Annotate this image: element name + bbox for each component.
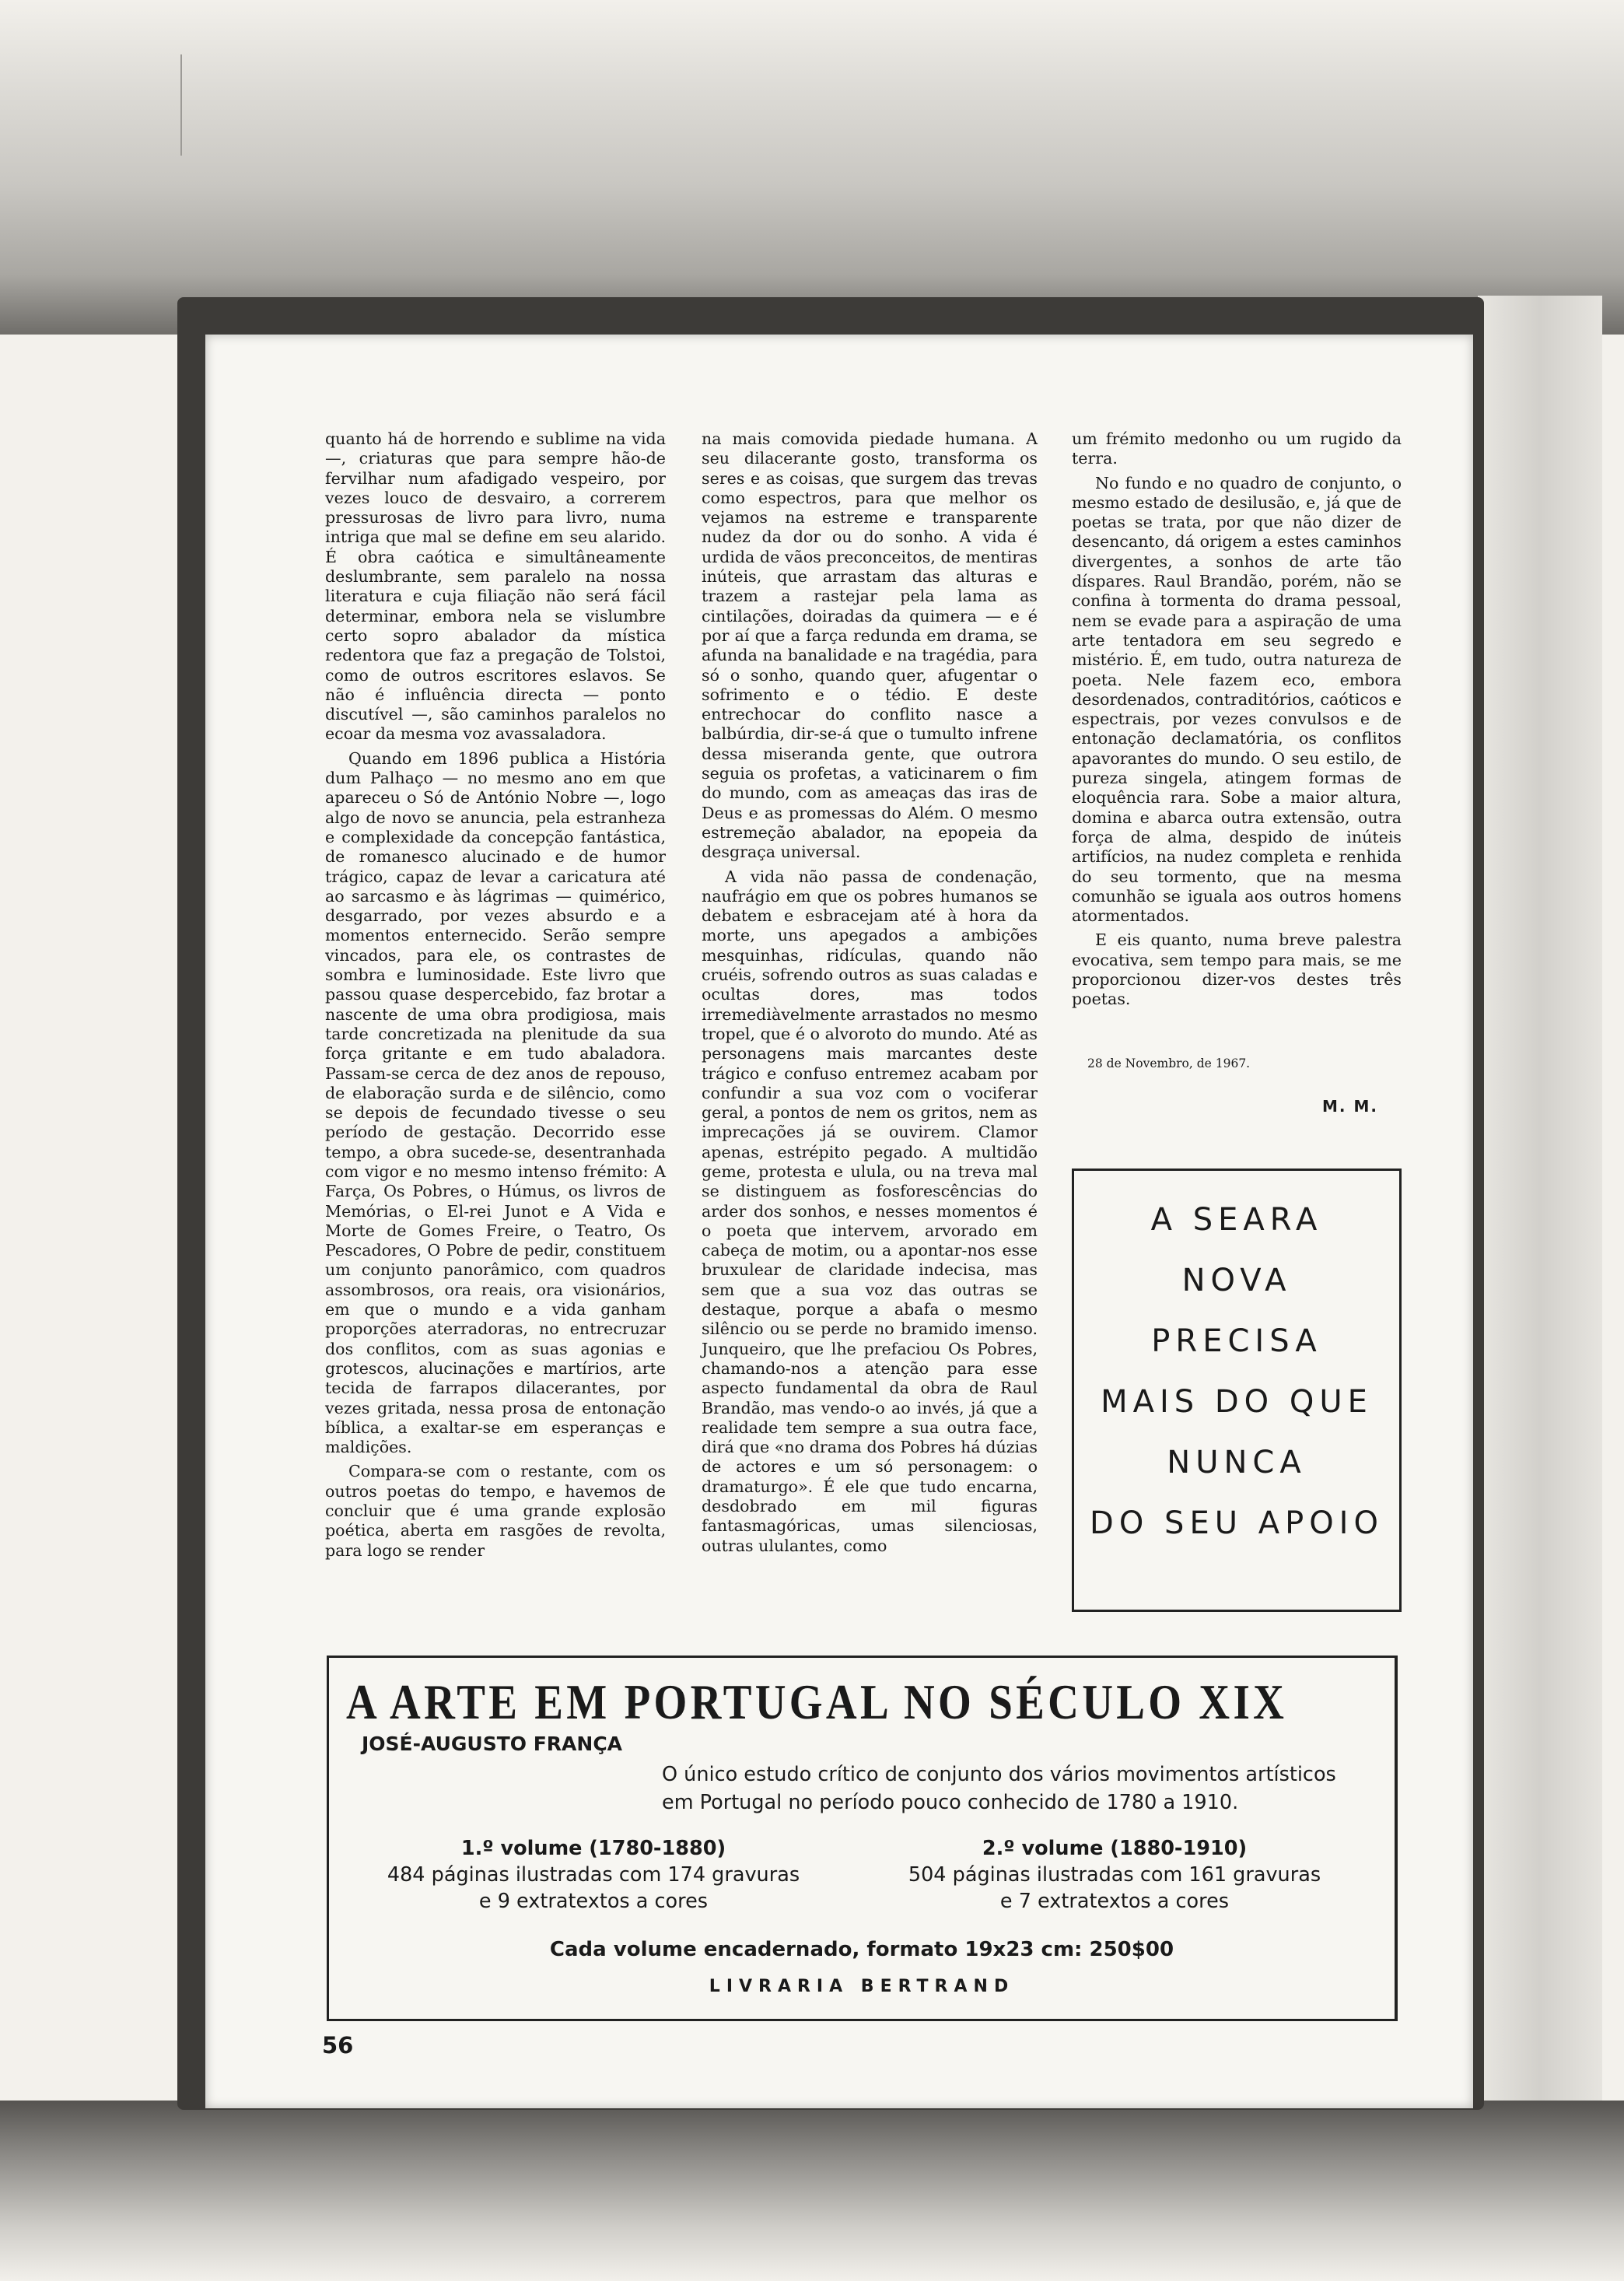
book-advertisement <box>327 1656 1398 2021</box>
ad-description <box>662 1761 1393 1817</box>
scan-shadow-top <box>0 0 1624 335</box>
article-paragraph: quanto há de horrendo e sublime na vida —, criaturas que para sempre hão-de fervilhar num afadigado vespeiro, por vezes louco de desvairo, a correrem pressurosas de livro para livro, numa intriga que mal se define em seu alarido. É obra caótica e simultâneamente deslumbrante, sem paralelo na nossa literatura e cuja filiação não será fácil determinar, embora nela se vislumbre certo sopro abalador da mística redentora que faz a pregação de Tolstoi, como de outros escritores eslavos. Se não é influência directa — ponto discutível —, são caminhos paralelos no ecoar da mesma voz avassaladora. <box>325 429 666 744</box>
volume-detail: e 9 extratextos a cores <box>478 1890 709 1913</box>
article-column-3 <box>1072 429 1402 1014</box>
article-column-1 <box>325 429 666 1565</box>
appeal-line: NOVA <box>1181 1263 1292 1298</box>
article-paragraph: Compara-se com o restante, com os outros poetas do tempo, e havemos de concluir que é uma grande explosão poética, aberta em rasgões de revolta, para logo se render <box>325 1462 666 1560</box>
volume-detail: 504 páginas ilustradas com 161 gravuras <box>908 1863 1321 1887</box>
article-paragraph: E eis quanto, numa breve palestra evocativa, sem tempo para mais, se me proporcionou dizer-vos destes três poetas. <box>1072 930 1402 1009</box>
ad-title: A ARTE EM PORTUGAL NO SÉCULO XIX <box>346 1674 1288 1729</box>
appeal-line: MAIS DO QUE <box>1101 1384 1373 1420</box>
volume-heading: 2.º volume (1880-1910) <box>982 1837 1248 1860</box>
article-paragraph: Quando em 1896 publica a História dum Palhaço — no mesmo ano em que apareceu o Só de António Nobre —, logo algo de novo se anuncia, pela estranheza e complexidade da concepção fantástica, de romanesco alucinado e de humor trágico, capaz de levar a caricatura até ao sarcasmo e às lágrimas — quimérico, desgarrado, por vezes absurdo e a momentos enternecido. Serão sempre vincados, para ele, os contrastes de sombra e luminosidade. Este livro que passou quase despercebido, faz brotar a nascente de uma obra prodigiosa, mais tarde concretizada na plenitude da sua força gritante e em tudo abaladora. Passam-se cerca de dez anos de repouso, de elaboração surda e de silêncio, como se depois de fecundado tivesse o seu período de gestação. Decorrido esse tempo, a obra sucede-se, desentranhada com vigor e no mesmo intenso frémito: A Farça, Os Pobres, o Húmus, os livros de Memórias, o El-rei Junot e A Vida e Morte de Gomes Freire, o Teatro, Os Pescadores, O Pobre de pedir, constituem um conjunto panorâmico, com quadros assombrosos, ora reais, ora visionários, em que o mundo e a vida ganham proporções aterradoras, no entrecruzar dos conflitos, com as suas agonias e grotescos, alucinações e martírios, arte tecida de farrapos dilacerantes, por vezes gritada, nessa prosa de entonação bíblica, a exaltar-se em esperanças e maldições. <box>325 748 666 1457</box>
scan-shadow-bottom <box>0 2101 1624 2281</box>
volume-detail: e 7 extratextos a cores <box>999 1890 1230 1913</box>
scan-shadow-right <box>1478 296 1602 2147</box>
article-paragraph: A vida não passa de condenação, naufrágio em que os pobres humanos se debatem e esbracejam até à hora da morte, uns apegados a ambições mesquinhas, ridículas, quando não cruéis, sofrendo outros as suas caladas e ocultas dores, mas todos irremediàvelmente arrastados no mesmo tropel, que é o alvoroto do mundo. Até as personagens mais marcantes deste trágico e confuso entremez acabam por confundir a sua voz com o vociferar geral, a pontos de nem os gritos, nem as imprecações já se ouvirem. Clamor apenas, estrépito pegado. A multidão geme, protesta e ulula, ou na treva mal se distinguem as fosforescências do arder dos sonhos, e nesses momentos é o poeta que intervem, arvorado em cabeça de motim, ou a apontar-nos esse bruxulear de claridade indecisa, mas sem que a sua voz das outras se destaque, porque a abafa o mesmo silêncio ou se perde no bramido imenso. Junqueiro, que lhe prefaciou Os Pobres, chamando-nos a atenção para esse aspecto fundamental da obra de Raul Brandão, mas vendo-o ao invés, já que a realidade tem sempre a sua outra face, dirá que «no drama dos Pobres há dúzias de actores e um só personagem: o dramaturgo». É ele que tudo encarna, desdobrado em mil figuras fantasmagóricas, umas silenciosas, outras ululantes, como <box>702 867 1038 1555</box>
article-column-2 <box>702 429 1038 1561</box>
appeal-line: DO SEU APOIO <box>1090 1505 1384 1541</box>
article-paragraph: No fundo e no quadro de conjunto, o mesmo estado de desilusão, e, já que de poetas se trata, por que não dizer de desencanto, dá origem a estes caminhos divergentes, a sonhos de arte tão díspares. Raul Brandão, porém, não se confina à tormenta do drama pessoal, nem se evade para a aspiração de uma arte tentadora em seu segredo e mistério. É, em tudo, outra natureza de poeta. Nele fazem eco, embora desordenados, contraditórios, caóticos e espectrais, por vezes convulsos e de entonação declamatória, os conflitos apavorantes do mundo. O seu estilo, de pureza singela, atingem formas de eloquência rara. Sobe a maior altura, domina e abarca outra extensão, outra força de alma, despido de inúteis artifícios, na nudez completa e renhida do seu tormento, que na mesma comunhão se iguala aos outros homens atormentados. <box>1072 473 1402 926</box>
article-paragraph: na mais comovida piedade humana. A seu dilacerante gosto, transforma os seres e as coisas, que surgem das trevas como espectros, para que melhor os vejamos na estreme e transparente nudez da dor ou do sonho. A vida é urdida de vãos preconceitos, de mentiras inúteis, que arrastam das alturas e trazem a rastejar pela lama as cintilações, doiradas da quimera — e é por aí que a farça redunda em drama, se afunda na banalidade e na tragédia, para só o sonho, quando quer, afugentar o sofrimento e o tédio. E deste entrechocar do conflito nasce a balbúrdia, dir-se-á que o tumulto infrene dessa miseranda gente, que outrora seguia os profetas, a vaticinarem o fim do mundo, com as ameaças das iras de Deus e as promessas do Além. O mesmo estremeção abalador, na epopeia da desgraça universal. <box>702 429 1038 862</box>
volume-heading: 1.º volume (1780-1880) <box>460 1837 726 1860</box>
author-signature: M. M. <box>1322 1097 1378 1116</box>
ad-format-price: Cada volume encadernado, formato 19x23 cm: 250$00 <box>549 1938 1174 1961</box>
volume-detail: 484 páginas ilustradas com 174 gravuras <box>387 1863 800 1887</box>
appeal-line: PRECISA <box>1151 1323 1322 1359</box>
article-date: 28 de Novembro, de 1967. <box>1087 1056 1251 1070</box>
ad-publisher: LIVRARIA BERTRAND <box>709 1977 1015 1996</box>
seara-nova-appeal-box <box>1072 1169 1402 1612</box>
ad-description-line: em Portugal no período pouco conhecido de 1780 a 1910. <box>662 1791 1239 1814</box>
appeal-line: NUNCA <box>1167 1445 1307 1480</box>
page-number: 56 <box>322 2032 354 2059</box>
ad-author: JOSÉ-AUGUSTO FRANÇA <box>362 1733 623 1755</box>
scan-mark <box>180 54 182 156</box>
ad-volume-2 <box>873 1835 1356 1915</box>
ad-volume-1 <box>352 1835 835 1915</box>
article-paragraph: um frémito medonho ou um rugido da terra. <box>1072 429 1402 468</box>
ad-description-line: O único estudo crítico de conjunto dos vários movimentos artísticos <box>662 1763 1336 1786</box>
appeal-line: A SEARA <box>1150 1202 1323 1238</box>
